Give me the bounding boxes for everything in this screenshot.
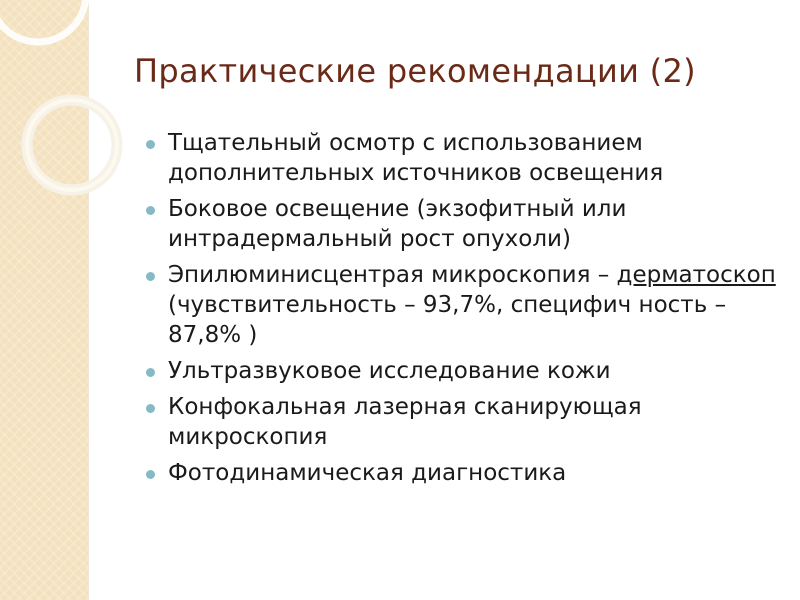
bullet-text: Тщательный осмотр с использованием дополнительных источников освещения	[168, 130, 664, 186]
bullet-item	[146, 356, 786, 386]
bullet-text: Боковое освещение (экзофитный или интрадермальный рост опухоли)	[168, 196, 627, 252]
bullet-text-rich	[168, 260, 786, 350]
bullet-dot-icon	[146, 470, 155, 479]
bullet-item	[146, 128, 786, 188]
bullet-item	[146, 194, 786, 254]
decorative-circle-middle-inner	[27, 100, 117, 190]
bullet-text-part: (чувствительность – 93,7%, специфич ность – 87,8% )	[168, 292, 727, 348]
bullet-text: Конфокальная лазерная сканирующая микроскопия	[168, 394, 642, 450]
slide-title: Практические рекомендации (2)	[134, 52, 696, 90]
bullet-dot-icon	[146, 272, 155, 281]
dermatoscope-link[interactable]: дерматоскоп	[616, 262, 776, 288]
bullet-item	[146, 392, 786, 452]
bullet-item	[146, 458, 786, 488]
bullet-dot-icon	[146, 206, 155, 215]
bullet-text: Фотодинамическая диагностика	[168, 460, 567, 486]
decorative-circle-top	[0, 0, 86, 42]
bullet-text-part: Эпилюминисцентрая микроскопия –	[168, 262, 617, 288]
bullet-item	[146, 260, 786, 350]
bullet-list	[146, 128, 786, 494]
bullet-dot-icon	[146, 404, 155, 413]
bullet-dot-icon	[146, 368, 155, 377]
bullet-dot-icon	[146, 140, 155, 149]
bullet-text: Ультразвуковое исследование кожи	[168, 358, 611, 384]
decorative-circles	[0, 0, 150, 230]
